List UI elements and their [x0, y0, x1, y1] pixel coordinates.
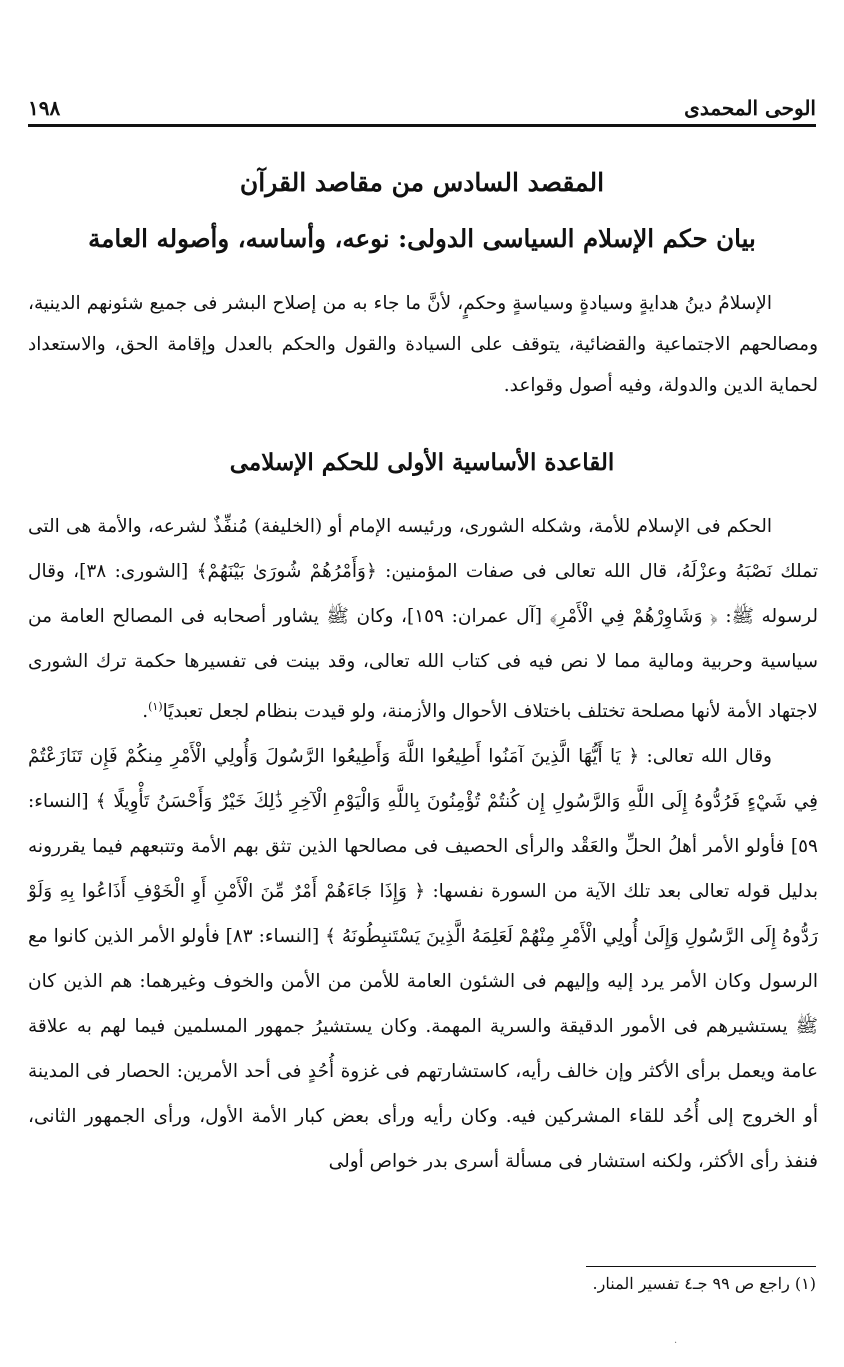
- section-subtitle: بيان حكم الإسلام السياسى الدولى: نوعه، وأساسه، وأصوله العامة: [88, 224, 756, 253]
- paragraph-2: وقال الله تعالى: ﴿ يَا أَيُّهَا الَّذِينَ آمَنُوا أَطِيعُوا اللَّهَ وَأَطِيعُوا الرَّسُولَ وَأُولِي الْأَمْرِ مِنكُمْ فَإِن تَنَازَعْتُمْ فِي شَيْءٍ فَرُدُّوهُ إِلَى اللَّهِ وَالرَّسُولِ إِن كُنتُمْ تُؤْمِنُونَ بِاللَّهِ وَالْيَوْمِ الْآخِرِ ذَٰلِكَ خَيْرٌ وَأَحْسَنُ تَأْوِيلًا ﴾ [النساء: ٥٩] فأولو الأمر أهلُ الحلِّ والعَقْد والرأى الحصيف فى مصالحها الذين تثق بهم الأمة وتتبعهم فيما يقررونه بدليل قوله تعالى بعد تلك الآية من السورة نفسها: ﴿ وَإِذَا جَاءَهُمْ أَمْرٌ مِّنَ الْأَمْنِ أَوِ الْخَوْفِ أَذَاعُوا بِهِ وَلَوْ رَدُّوهُ إِلَى الرَّسُولِ وَإِلَىٰ أُولِي الْأَمْرِ مِنْهُمْ لَعَلِمَهُ الَّذِينَ يَسْتَنبِطُونَهُ ﴾ [النساء: ٨٣] فأولو الأمر الذين كانوا مع الرسول وكان الأمر يرد إليه وإليهم فى الشئون العامة للأمن من الأمن والخوف وغيرهما: هم الذين كان ﷺ يستشيرهم فى الأمور الدقيقة والسرية المهمة. وكان يستشيرُ جمهور المسلمين فيما لهم به علاقة عامة ويعمل برأى الأكثر وإن خالف رأيه، كاستشارتهم فى غزوة أُحُدٍ فى أحد الأمرين: الحصار فى المدينة أو الخروج إلى أُحُد للقاء المشركين فيه. وكان رأيه ورأى بعض كبار الأمة الأول، ورأى الجمهور الثانى، فنفذ رأى الأكثر، ولكنه استشار فى مسألة أسرى بدر خواص أولى: [28, 746, 818, 1173]
- page-number: ١٩٨: [28, 96, 61, 120]
- scan-speck: ·: [674, 1338, 678, 1349]
- footnote-rule: [586, 1266, 816, 1267]
- footnote: (١) راجع ص ٩٩ جـ٤ تفسير المنار.: [592, 1274, 816, 1293]
- running-title: الوحى المحمدى: [684, 96, 816, 120]
- paragraph-1-end: .: [142, 701, 149, 723]
- intro-paragraph: الإسلامُ دينُ هدايةٍ وسيادةٍ وسياسةٍ وحكمٍ، لأنَّ ما جاء به من إصلاح البشر فى جميع شئونهم الدينية، ومصالحهم الاجتماعية والقضائية، يتوقف على السيادة والقول والحكم بالعدل وإقامة الحق، والاستعداد لحماية الدين والدولة، وفيه أصول وقواعد.: [28, 293, 818, 396]
- section-title: المقصد السادس من مقاصد القرآن: [239, 168, 605, 197]
- paragraph-1-text: الحكم فى الإسلام للأمة، وشكله الشورى، ورئيسه الإمام أو (الخليفة) مُنفِّذٌ لشرعه، والأمة هى التى تملك نَصْبَهُ وعزْلَهُ، قال الله تعالى فى صفات المؤمنين: ﴿وَأَمْرُهُمْ شُورَىٰ بَيْنَهُمْ﴾ [الشورى: ٣٨]، وقال لرسوله ﷺ: ﴿ وَشَاوِرْهُمْ فِي الْأَمْرِ﴾ [آل عمران: ١٥٩]، وكان ﷺ يشاور أصحابه فى المصالح العامة من سياسية وحربية ومالية مما لا نص فيه فى كتاب الله تعالى، وقد بينت فى تفسيرها حكمة ترك الشورى لاجتهاد الأمة لأنها مصلحة تختلف باختلاف الأحوال والأزمنة، ولو قيدت بنظام لجعل تعبديًا: [28, 516, 818, 723]
- rule-heading: القاعدة الأساسية الأولى للحكم الإسلامى: [229, 449, 615, 476]
- running-head: [28, 86, 816, 120]
- footnote-ref: (١): [148, 700, 163, 713]
- paragraph-1: [28, 504, 818, 734]
- body-block: [28, 504, 818, 1184]
- header-rule: [28, 124, 816, 127]
- intro-block: [28, 284, 818, 406]
